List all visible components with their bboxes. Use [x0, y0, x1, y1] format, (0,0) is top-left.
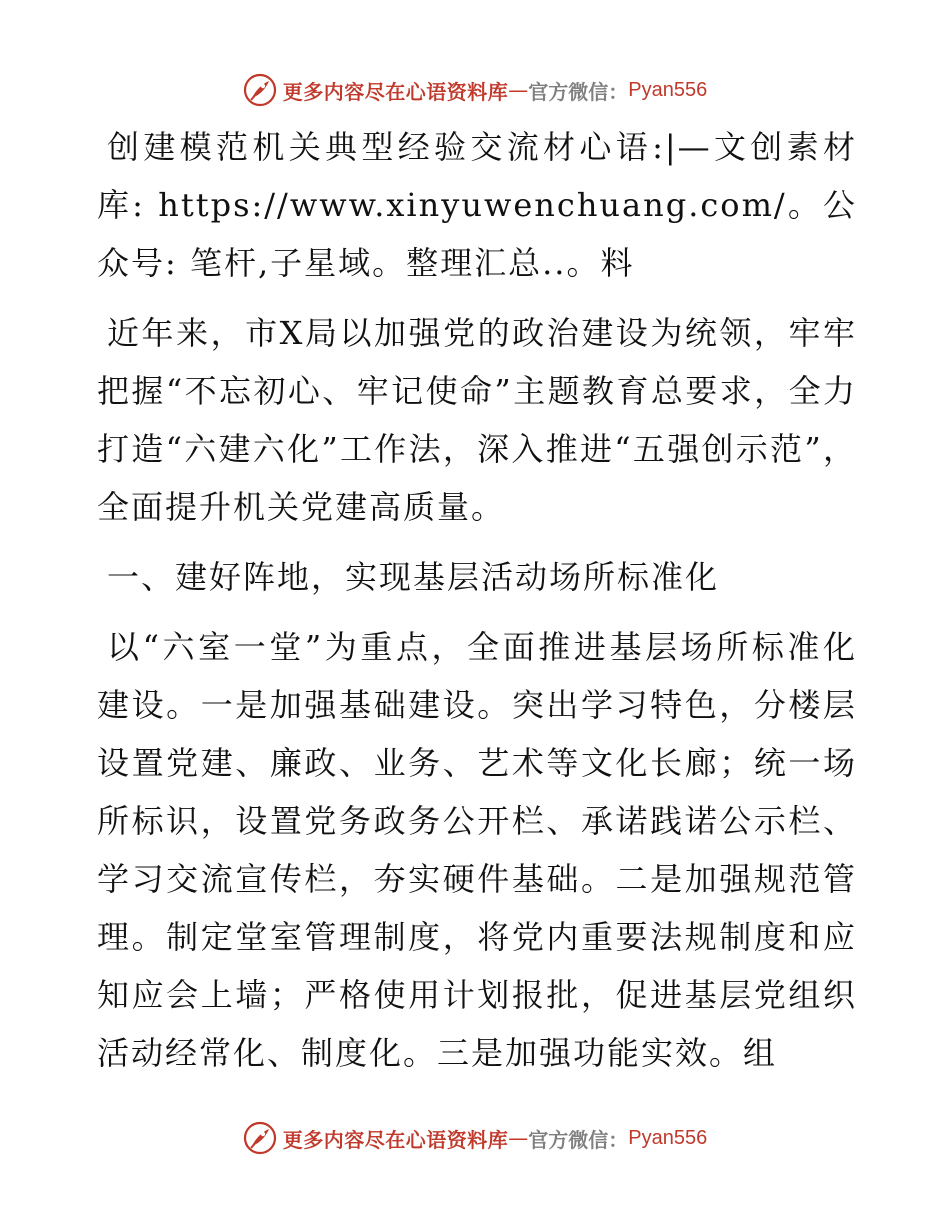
watermark-wechat-id: Pyan556 [628, 78, 708, 101]
watermark-site-text: 更多内容尽在心语资料库 [282, 1127, 509, 1152]
footer-watermark [0, 1118, 950, 1158]
watermark-wechat-label: 官方微信： [528, 79, 629, 104]
header-watermark [0, 70, 950, 110]
watermark-wechat-label: 官方微信： [528, 1127, 629, 1152]
watermark-dash: — [508, 78, 529, 102]
watermark-dash: — [508, 1126, 529, 1150]
watermark-site-text: 更多内容尽在心语资料库 [282, 79, 509, 104]
watermark-wechat-id: Pyan556 [628, 1126, 708, 1149]
paragraph-intro: 近年来，市X局以加强党的政治建设为统领，牢牢把握“不忘初心、牢记使命”主题教育总要求，全力打造“六建六化”工作法，深入推进“五强创示范”，全面提升机关党建高质量。 [97, 314, 857, 526]
feather-quill-logo-icon [243, 73, 277, 107]
paragraph-section-1: 以“六室一堂”为重点，全面推进基层场所标准化建设。一是加强基础建设。突出学习特色，分楼层设置党建、廉政、业务、艺术等文化长廊；统一场所标识，设置党务政务公开栏、承诺践诺公示栏、学习交流宣传栏，夯实硬件基础。二是加强规范管理。制定堂室管理制度，将党内重要法规制度和应知应会上墙；严格使用计划报批，促进基层党组织活动经常化、制度化。三是加强功能实效。组 [97, 628, 857, 1072]
document-body [97, 118, 857, 1094]
document-intro: 创建模范机关典型经验交流材心语:|—文创素材库: https://www.xinyuwenchuang.com/。公众号: 笔杆,子星域。整理汇总..。料 [97, 128, 857, 282]
section-heading-1: 一、建好阵地，实现基层活动场所标准化 [107, 558, 720, 596]
feather-quill-logo-icon [243, 1121, 277, 1155]
